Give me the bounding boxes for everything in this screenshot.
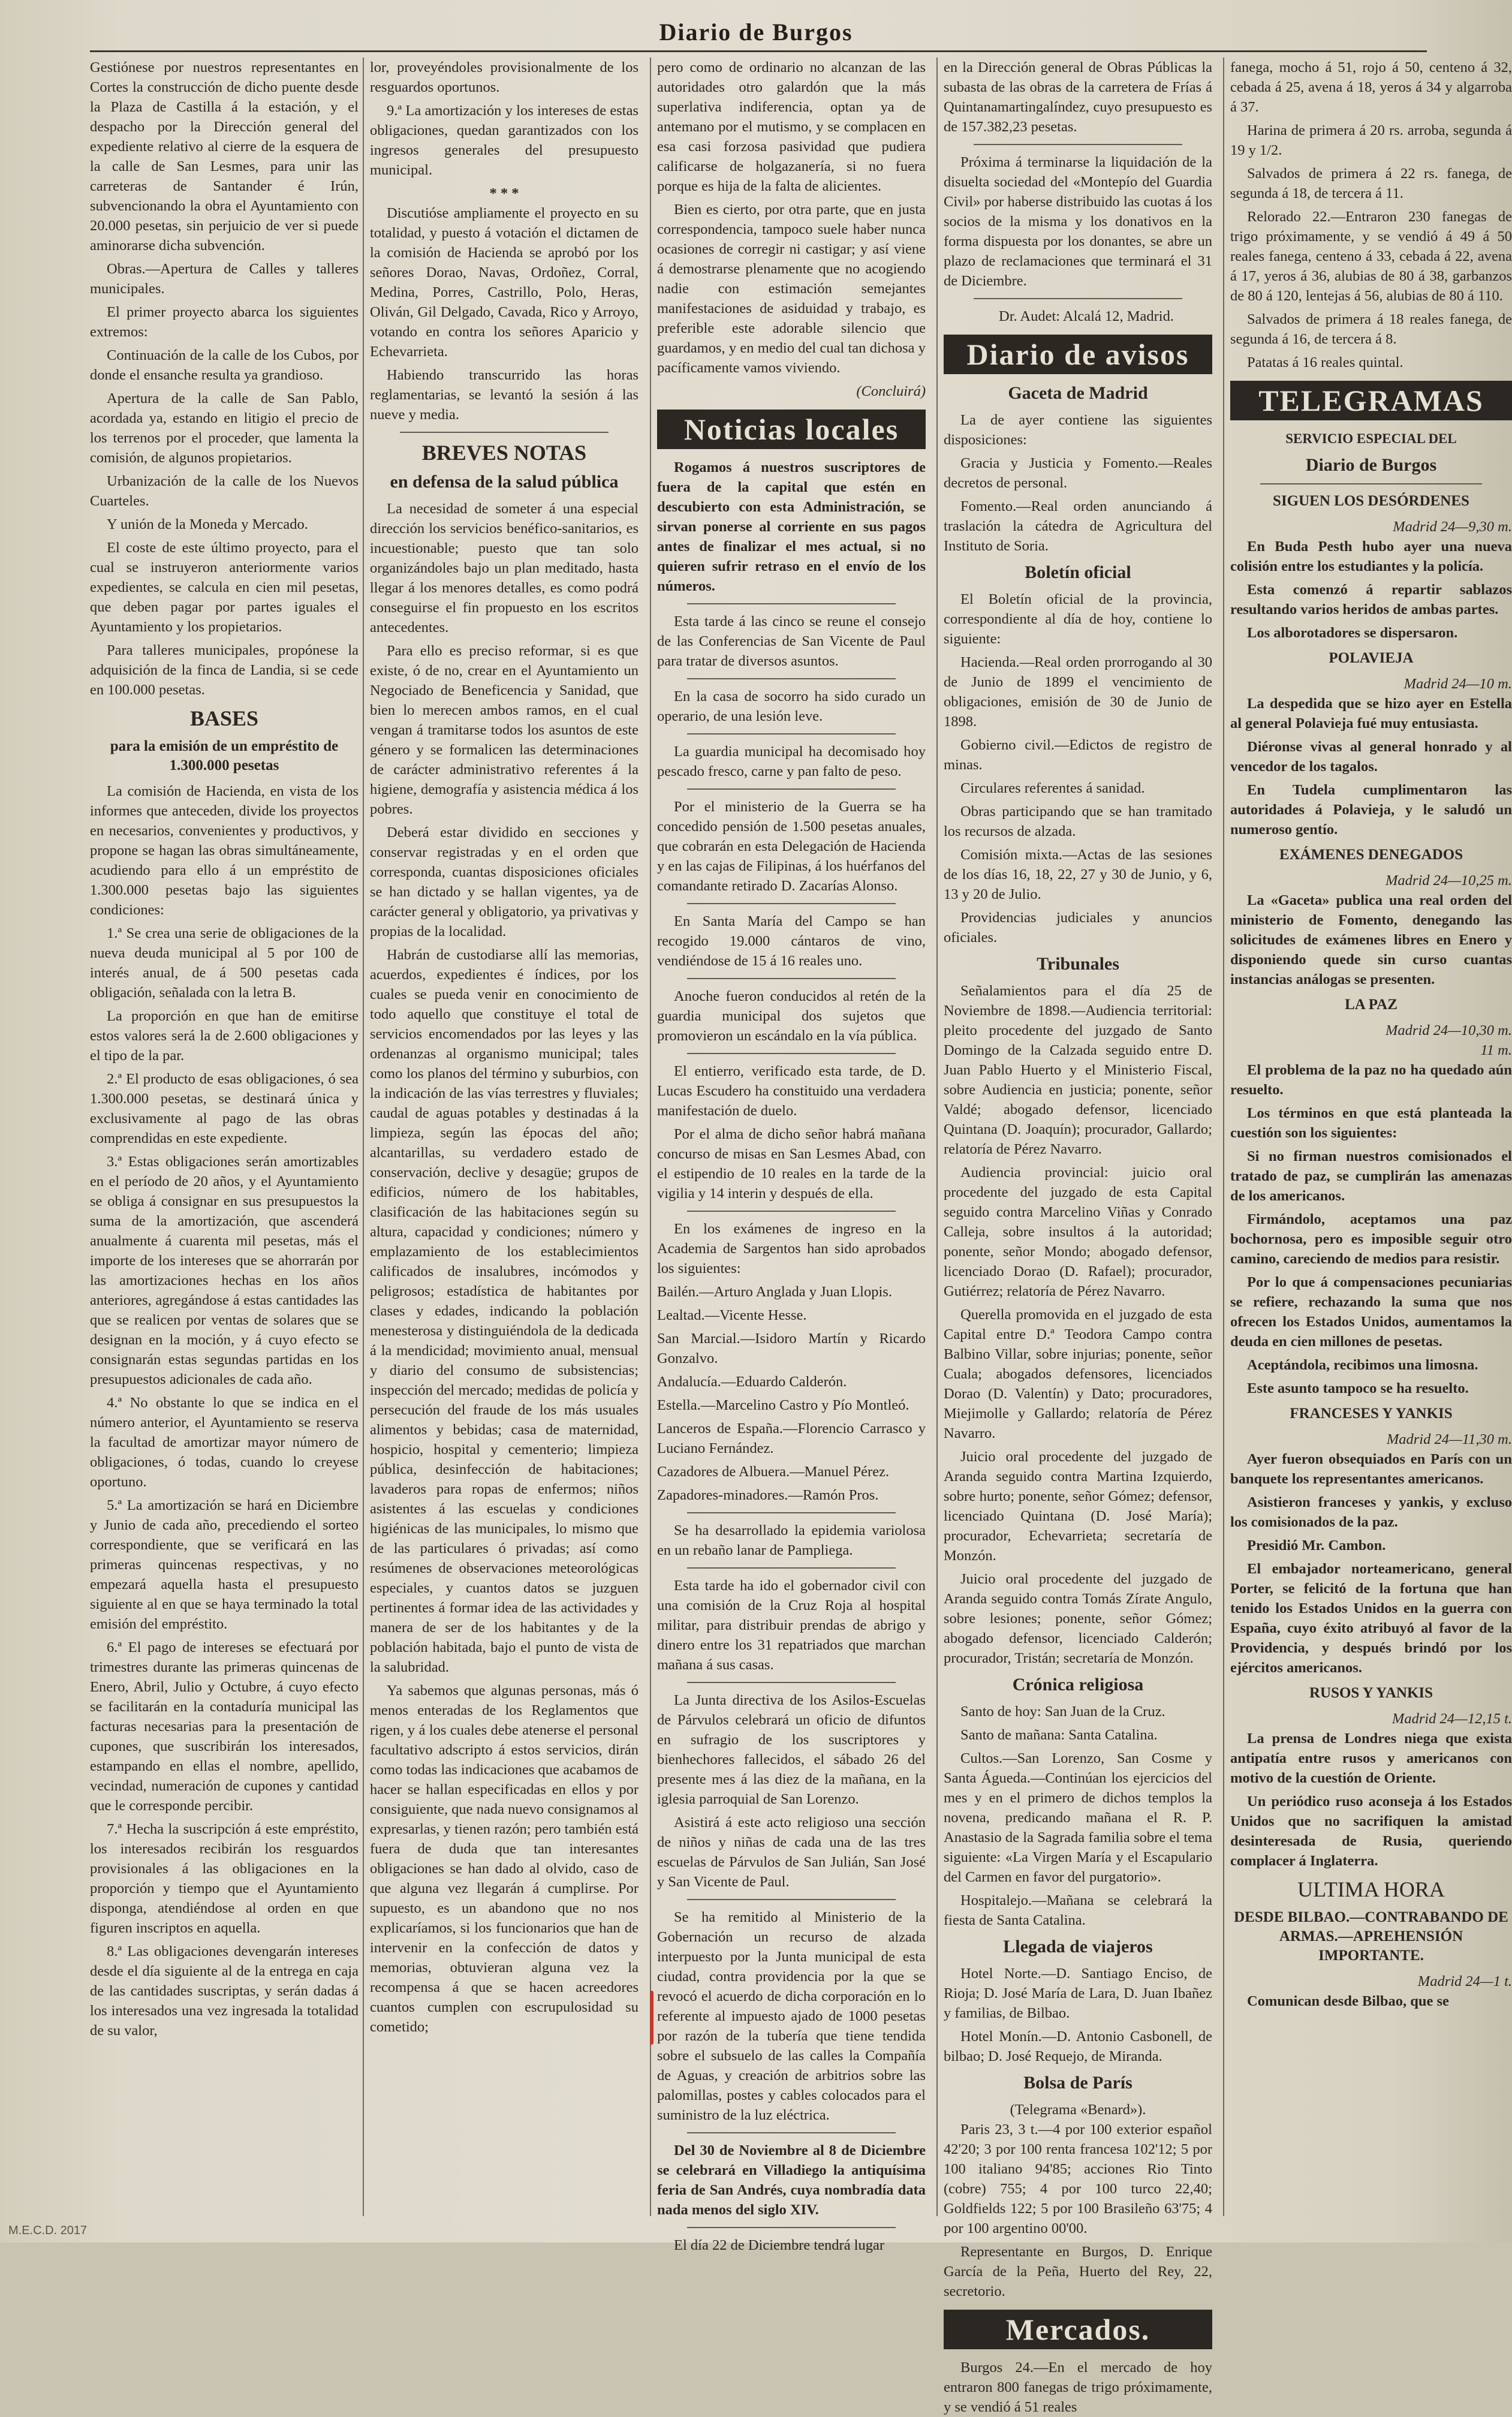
paragraph: en la Dirección general de Obras Públicas la subasta de las obras de la carretera de Frías á Quintanamartingalíndez, cuyo presupuesto es de 157.382,23 pesetas. <box>944 59 1212 135</box>
paragraph: Apertura de la calle de San Pablo, acordada ya, estando en litigio el precio de los terrenos por el proceder, que lamenta la comisión, de algunos propietarios. <box>90 390 359 466</box>
telegram-text: Ayer fueron obsequiados en París con un banquete los representantes americanos. <box>1230 1451 1512 1487</box>
list-item: Lanceros de España.—Florencio Carrasco y Luciano Fernández. <box>657 1420 926 1456</box>
paragraph: 3.ª Estas obligaciones serán amortizables en el período de 20 años, y el Ayuntamiento se obliga á consignar en sus presupuestos la suma de la amortización, que ascenderá anualmente á cuarenta mil pesetas, más el importe de los intereses que se ahorrarán por las amortizaciones hechas en los años anteriores, agregándose á estas cantidades las que se realicen por ventas de solares que se designan en la moción, y á cuyo efecto se consignarán estas segundas partidas en los presupuestos adicionales de cada año. <box>90 1154 359 1387</box>
column-5 <box>1230 58 1512 2216</box>
paragraph: Relorado 22.—Entraron 230 fanegas de trigo próximamente, y se vendió á 49 á 50 reales fanega, centeno á 33, cebada á 22, avena á 17, yeros á 36, alubias de 80 á 38, garbanzos de 80 á 120, lentejas á 56, alubias de 80 á 110. <box>1230 209 1512 304</box>
paragraph: Para talleres municipales, propónese la adquisición de la finca de Landia, si se cede en 100.000 pesetas. <box>90 642 359 698</box>
paragraph: Juicio oral procedente del juzgado de Aranda seguido contra Martina Izquierdo, sobre hurto; ponente, señor Gómez; defensor, licenciado Quintana (D. José María); procurador, Echevarrieta; secretaría de Monzón. <box>944 1449 1212 1564</box>
telegram-text: Los términos en que está planteada la cuestión son los siguientes: <box>1230 1105 1512 1141</box>
telegram-text: Un periódico ruso aconseja á los Estados Unidos que no sacrifiquen la amistad desinteresada de Rusia, queriendo complacer á Inglaterra. <box>1230 1793 1512 1869</box>
section-banner-mercados: Mercados. <box>944 2310 1212 2349</box>
telegram-text: Comunican desde Bilbao, que se <box>1247 1993 1449 2009</box>
news-item: Asistirá á este acto religioso una sección de niños y niñas de cada una de las tres escuelas de Párvulos de San Julián, San José y San Vicente de Paul. <box>657 1814 926 1890</box>
subsection-heading-gaceta: Gaceta de Madrid <box>1008 383 1148 403</box>
paragraph: pero como de ordinario no alcanzan de las autoridades otro galardón que la más superlativa indiferencia, optan ya de antemano por el mutismo, y se complacen en esa casi forzosa pasividad que pudiera calificarse de holgazanería, si no fuera porque es hija de la falta de alicientes. <box>657 59 926 194</box>
column-3 <box>657 58 926 2253</box>
telegram-heading: DESDE BILBAO.—CONTRABANDO DE ARMAS.—APREHENSIÓN IMPORTANTE. <box>1234 1909 1508 1964</box>
paragraph: Patatas á 16 reales quintal. <box>1247 354 1403 371</box>
article-subtitle: en defensa de la salud pública <box>390 472 619 492</box>
telegram-text: Firmándolo, aceptamos una paz bochornosa, pero es imposible seguir otro camino, careciendo de medios para resistir. <box>1230 1211 1512 1267</box>
telegram-heading: RUSOS Y YANKIS <box>1309 1685 1433 1701</box>
telegram-dateline: Madrid 24—11,30 m. <box>1386 1431 1512 1447</box>
paragraph: Urbanización de la calle de los Nuevos Cuarteles. <box>90 473 359 509</box>
paragraph: Próxima á terminarse la liquidación de la disuelta sociedad del «Montepío del Guardia Civil» por haberse distribuido las cuotas á los socios de la misma y los donativos en la forma dispuesta por los donantes, se abre un plazo de reclamaciones que terminará el 31 de Diciembre. <box>944 154 1212 289</box>
paragraph: La de ayer contiene las siguientes disposiciones: <box>944 412 1212 448</box>
paragraph: Fomento.—Real orden anunciando á traslación la cátedra de Agricultura del Instituto de Soria. <box>944 498 1212 554</box>
paragraph: La proporción en que han de emitirse estos valores será la de 2.600 obligaciones y el tipo de la par. <box>90 1008 359 1064</box>
telegram-text: Diéronse vivas al general honrado y al vencedor de los tagalos. <box>1230 739 1512 775</box>
telegram-dateline: Madrid 24—10 m. <box>1403 676 1512 692</box>
paragraph: Gracia y Justicia y Fomento.—Reales decretos de personal. <box>944 455 1212 491</box>
paragraph: Harina de primera á 20 rs. arroba, segunda á 19 y 1/2. <box>1230 122 1512 158</box>
paragraph: Hospitalejo.—Mañana se celebrará la fiesta de Santa Catalina. <box>944 1892 1212 1928</box>
asterism: * * * <box>489 185 519 201</box>
paragraph: Habrán de custodiarse allí las memorias, acuerdos, expedientes é índices, por los cuales se pueda venir en conocimiento de todo aquello que constituye el total de servicios encomendados por las leyes y las ordenanzas al organismo municipal; tales como los planos del término y suburbios, con la indicación de las vías terrestres y fluviales; caudal de aguas potables y destinadas á la limpieza, según las épocas del año; alcantarillas, su verdadero estado de conservación, declive y desagüe; grupos de edificios, número de los habitables, clasificación de las habitaciones según su altura, capacidad y condiciones; número y emplazamiento de los establecimientos calificados de insalubres, incómodos y peligrosos; estadística de habitantes por clases y edades, indicando la población menesterosa y distinguiéndola de la dedicada á la mendicidad; movimiento anual, mensual y diario del consumo de subsistencias; inspección del mercado; medidas de policía y persecución del fraude de los más usuales alimentos y bebidas; casa de maternidad, hospicio, hospital y cementerio; limpieza pública, desinfección de habitaciones; lavaderos para ropas de enfermos; niños asistentes á las escuelas y condiciones higiénicas de las municipales, lo mismo que de las particulares ó privadas; así como resúmenes de observaciones meteorológicas especiales, y cuantos datos se juzguen pertinentes á formar idea de las actividades y manera de ser de los habitantes y de la población habitada, bajo el punto de vista de la salubridad. <box>370 947 638 1675</box>
list-item: Estella.—Marcelino Castro y Pío Montleó. <box>657 1397 909 1413</box>
column-divider <box>1223 58 1224 2216</box>
telegram-text: La prensa de Londres niega que exista antipatía entre rusos y americanos con motivo de la cuestión de Oriente. <box>1230 1730 1512 1786</box>
separator <box>687 2132 896 2133</box>
paragraph: Cultos.—San Lorenzo, San Cosme y Santa Águeda.—Continúan los ejercicios del mes y en el primero de dichos templos la novena, predicando mañana el R. P. Anastasio de la Sagrada familia sobre el tema siguiente: «La Virgen María y el Escapulario del Carmen en favor del purgatorio». <box>944 1750 1212 1885</box>
paragraph: Circulares referentes á sanidad. <box>960 780 1145 796</box>
separator <box>687 788 896 790</box>
paragraph: La necesidad de someter á una especial dirección los servicios benéfico-sanitarios, es incuestionable; puesto que tan solo organizándoles bajo un plan meditado, hasta llegar á los menores detalles, es como podrá conseguirse el fin propuesto en los escritos antecedentes. <box>370 501 638 636</box>
paragraph: 9.ª La amortización y los intereses de estas obligaciones, quedan garantizados con los ingresos generales del presupuesto municipal. <box>370 103 638 178</box>
separator <box>1260 483 1482 484</box>
paragraph: Bien es cierto, por otra parte, que en justa correspondencia, tampoco suele haber nunca ocasiones de corregir ni castigar; y así viene á demostrarse plenamente que no acogiendo nadie con estimación semejantes manifestaciones de asiduidad y trabajo, es preferible este adorable silencio que guardamos, y en medio del cual tan dichosa y pacíficamente vamos viviendo. <box>657 201 926 376</box>
separator <box>687 733 896 735</box>
telegram-text: La «Gaceta» publica una real orden del ministerio de Fomento, denegando las solicitudes de exámenes libres en Enero y disponiendo quede sin curso cuantas instancias análogas se presenten. <box>1230 892 1512 988</box>
telegram-heading: LA PAZ <box>1345 997 1397 1013</box>
separator <box>687 903 896 904</box>
paragraph: lor, proveyéndoles provisionalmente de los resguardos oportunos. <box>370 59 638 95</box>
subsection-heading-bolsa: Bolsa de París <box>1023 2073 1133 2093</box>
separator <box>687 678 896 679</box>
column-divider <box>936 58 938 2216</box>
paragraph: Habiendo transcurrido las horas reglamentarias, se levantó la sesión á las nueve y media. <box>370 367 638 423</box>
paragraph: El primer proyecto abarca los siguientes extremos: <box>90 304 359 340</box>
telegram-text: Asistieron franceses y yankis, y excluso los comisionados de la paz. <box>1230 1494 1512 1530</box>
paragraph: Señalamientos para el día 25 de Noviembre de 1898.—Audiencia territorial: pleito procedente del juzgado de Santo Domingo de la Calzada seguido entre D. Juan Pablo Huerto y el Ministerio Fiscal, sobre Audiencia en justicia; ponente, señor Valdé; abogado defensor, licenciado Quintana (D. Joaquín); procurador, Gallardo; relatoría de Pérez Navarro. <box>944 983 1212 1157</box>
section-banner-noticias: Noticias locales <box>657 410 926 449</box>
separator <box>687 603 896 604</box>
paragraph: 8.ª Las obligaciones devengarán intereses desde el día siguiente al de la entrega en caja de las cantidades suscriptas, y serán dadas á los interesados una vez ingresada la totalidad de su valor, <box>90 1943 359 2039</box>
telegram-text: Si no firman nuestros comisionados el tratado de paz, se cumplirán las amenazas de los americanos. <box>1230 1148 1512 1204</box>
telegram-dateline: Madrid 24—10,30 m. <box>1386 1022 1512 1039</box>
telegram-text: En Buda Pesth hubo ayer una nueva colisión entre los estudiantes y la policía. <box>1230 538 1512 574</box>
telegram-dateline: Madrid 24—12,15 t. <box>1391 1711 1512 1727</box>
section-banner-avisos: Diario de avisos <box>944 335 1212 374</box>
archive-watermark: M.E.C.D. 2017 <box>8 2224 88 2237</box>
separator <box>974 298 1182 299</box>
telegram-text: En Tudela cumplimentaron las autoridades á Polavieja, y le saludó un numeroso gentío. <box>1230 782 1512 838</box>
list-item: Bailén.—Arturo Anglada y Juan Llopis. <box>657 1284 892 1300</box>
column-4 <box>944 58 1212 2415</box>
separator <box>687 1512 896 1513</box>
section-banner-telegramas: TELEGRAMAS <box>1230 381 1512 420</box>
paragraph: Hotel Norte.—D. Santiago Enciso, de Rioja; D. José María de Lara, D. Juan Ibañez y familias, de Bilbao. <box>944 1965 1212 2021</box>
paragraph: Salvados de primera á 22 rs. fanega, de segunda á 18, de tercera á 11. <box>1230 165 1512 201</box>
paragraph: Audiencia provincial: juicio oral procedente del juzgado de esta Capital seguido contra Marcelino Viñas y Conrado Calleja, sobre insultos á la autoridad; ponente, señor Mondo; abogado defensor, licenciado Dorao (D. Rafael); procurador, Gutiérrez; relatoría de Pérez Navarro. <box>944 1164 1212 1299</box>
paragraph: Salvados de primera á 18 reales fanega, de segunda á 16, de tercera á 8. <box>1230 311 1512 347</box>
paragraph: 4.ª No obstante lo que se indica en el número anterior, el Ayuntamiento se reserva la facultad de amortizar mayor número de obligaciones, ó todas, cuando lo creyese oportuno. <box>90 1395 359 1490</box>
section-heading-bases: BASES <box>189 706 259 730</box>
telegram-text: La despedida que se hizo ayer en Estella al general Polavieja fué muy entusiasta. <box>1230 696 1512 732</box>
news-item: Esta tarde ha ido el gobernador civil con una comisión de la Cruz Roja al hospital militar, para distribuir prendas de abrigo y dinero entre los 31 repatriados que marchan mañana á sus casas. <box>657 1578 926 1673</box>
paragraph: El coste de este último proyecto, para el cual se instruyeron anteriormente varios expedientes, se calcula en cien mil pesetas, que deben pagar por partes iguales el Ayuntamiento y los propietarios. <box>90 540 359 635</box>
paragraph: 1.ª Se crea una serie de obligaciones de la nueva deuda municipal al 5 por 100 de interés anual, de á 500 pesetas cada obligación, señalada con la letra B. <box>90 925 359 1001</box>
telegram-text: Por lo que á compensaciones pecuniarias se refiere, rechazando la suma que nos ofrecen los Estados Unidos, aumentamos la deuda en cien millones de pesetas. <box>1230 1274 1512 1350</box>
paragraph: 5.ª La amortización se hará en Diciembre y Junio de cada año, precediendo el sorteo correspondiente, que se verificará en las primeras quincenas respectivas, y no empezará aquella hasta el presupuesto siguiente al en que se haya terminado la total emisión del empréstito. <box>90 1497 359 1632</box>
top-rule <box>90 50 1427 52</box>
telegram-text: El problema de la paz no ha quedado aún resuelto. <box>1230 1062 1512 1098</box>
news-item: En Santa María del Campo se han recogido 19.000 cántaros de vino, vendiéndose de 15 á 16 reales uno. <box>657 913 926 969</box>
telegram-dateline: Madrid 24—1 t. <box>1417 1973 1512 1989</box>
subsection-subheading: (Telegrama «Benard»). <box>1010 2102 1146 2118</box>
telegram-text: Esta comenzó á repartir sablazos resultando varios heridos de ambas partes. <box>1230 582 1512 618</box>
paragraph: Paris 23, 3 t.—4 por 100 exterior español 42'20; 3 por 100 renta francesa 102'12; 5 por 100 italiano 94'85; acciones Rio Tinto (cobre) 755; 4 por 100 turco 22,40; Goldfields 122; 5 por 100 Brasileño 63'75; 4 por 100 argentino 00'00. <box>944 2121 1212 2237</box>
list-item: Cazadores de Albuera.—Manuel Pérez. <box>657 1464 890 1480</box>
paragraph: Gestiónese por nuestros representantes en Cortes la construcción de dicho puente desde la Plaza de Castilla á la estación, y el despacho por la Dirección general del expediente relativo al cierre de la esquera de la calle de San Lesmes, para unir las carreteras de Santander é Irún, subvencionando la obra el Ayuntamiento con 20.000 pesetas, sin perjuicio de ver si puede aminorarse dicha subvención. <box>90 59 359 254</box>
paragraph: fanega, mocho á 51, rojo á 50, centeno á 32, cebada á 25, avena á 18, yeros á 34 y algarroba á 37. <box>1230 59 1512 115</box>
paragraph: 7.ª Hecha la suscripción á este empréstito, los interesados recibirán los resguardos provisionales á las obligaciones en la proporción y tiempo que el Ayuntamiento disponga, atendiéndose al orden en que figuren inscriptos en aquella. <box>90 1821 359 1936</box>
news-item: Por el ministerio de la Guerra se ha concedido pensión de 1.500 pesetas anuales, que cobrarán en esta Delegación de Hacienda y en las cajas de Filipinas, á los huérfanos del comandante retirado D. Zacarías Alonso. <box>657 799 926 894</box>
column-2 <box>370 58 638 2216</box>
separator <box>687 1211 896 1212</box>
telegram-heading: FRANCESES Y YANKIS <box>1290 1405 1453 1422</box>
subsection-heading-viajeros: Llegada de viajeros <box>1003 1937 1153 1957</box>
news-item: Del 30 de Noviembre al 8 de Diciembre se celebrará en Villadiego la antiquísima feria de San Andrés, cuya nombradía data nada menos del siglo XIV. <box>657 2142 926 2218</box>
news-item: En los exámenes de ingreso en la Academia de Sargentos han sido aprobados los siguientes: <box>657 1221 926 1277</box>
news-item: La guardia municipal ha decomisado hoy pescado fresco, carne y pan falto de peso. <box>657 744 926 779</box>
telegram-text: El embajador norteamericano, general Porter, se felicitó de la fortuna que han tenido los Estados Unidos en la guerra con España, cuyo éxito atribuyó al favor de la Providencia, y después brindó por los ejércitos americanos. <box>1230 1561 1512 1676</box>
subsection-heading-boletin: Boletín oficial <box>1025 562 1131 582</box>
paragraph: Providencias judiciales y anuncios oficiales. <box>944 910 1212 946</box>
paragraph: Ya sabemos que algunas personas, más ó menos enteradas de los Reglamentos que rigen, y á los cuales debe atenerse el personal facultativo adscripto á estos servicios, dirán como todas las indicaciones que acabamos de hacer se hallan especificadas en ellos y por consiguiente, que nada nuevo consignamos al expresarlas, y tienen razón; pero también está fuera de duda que tan interesantes obligaciones se han dado al olvido, caso de que alguna vez llegarán á cumplirse. Por supuesto, es un abandono que no nos explicaríamos, si los funcionarios que han de intervenir en la confección de datos y memorias, obtuvieran alguna vez la recompensa á que se hacen acreedores cuantos cumplen con escrupulosidad su cometido; <box>370 1682 638 2035</box>
paragraph: Comisión mixta.—Actas de las sesiones de los días 16, 18, 22, 27 y 30 de Junio, y 6, 13 y 20 de Julio. <box>944 847 1212 902</box>
separator <box>687 1567 896 1569</box>
service-label: SERVICIO ESPECIAL DEL <box>1285 431 1457 446</box>
list-item: San Marcial.—Isidoro Martín y Ricardo Gonzalvo. <box>657 1331 926 1366</box>
telegram-heading: EXÁMENES DENEGADOS <box>1279 847 1463 863</box>
subsection-heading-tribunales: Tribunales <box>1037 954 1119 974</box>
news-item: El entierro, verificado esta tarde, de D. Lucas Escudero ha constituido una verdadera manifestación de duelo. <box>657 1063 926 1119</box>
service-paper-name: Diario de Burgos <box>1305 455 1437 475</box>
column-divider <box>650 58 651 2216</box>
late-news-heading: ULTIMA HORA <box>1297 1877 1445 1901</box>
paragraph: El Boletín oficial de la provincia, correspondiente al día de hoy, contiene lo siguiente: <box>944 591 1212 647</box>
separator <box>400 432 609 433</box>
telegram-heading: POLAVIEJA <box>1329 650 1414 666</box>
list-item: Andalucía.—Eduardo Calderón. <box>657 1374 847 1390</box>
continued-note: (Concluirá) <box>856 383 926 399</box>
news-item: Por el alma de dicho señor habrá mañana concurso de misas en San Lesmes Abad, con el estipendio de 10 reales en la tarde de la vigilia y 14 interin y después de ella. <box>657 1126 926 1202</box>
telegram-text: Aceptándola, recibimos una limosna. <box>1247 1357 1478 1373</box>
paragraph: Discutióse ampliamente el proyecto en su totalidad, y puesto á votación el dictamen de la comisión de Hacienda se aprobó por los señores Dorao, Navas, Ordoñez, Corral, Medina, Porres, Castrillo, Polo, Heras, Oliván, Gil Delgado, Cavada, Rico y Arroyo, votando en contra los señores Aparicio y Echevarrieta. <box>370 205 638 360</box>
telegram-text: Los alborotadores se dispersaron. <box>1247 625 1458 641</box>
paragraph: Burgos 24.—En el mercado de hoy entraron 800 fanegas de trigo próximamente, y se vendió á 51 reales <box>944 2359 1212 2415</box>
column-divider <box>363 58 364 2216</box>
news-item: En la casa de socorro ha sido curado un operario, de una lesión leve. <box>657 688 926 724</box>
subscriber-notice: Rogamos á nuestros suscriptores de fuera de la capital que estén en descubierto con esta Administración, se sirvan ponerse al corriente en sus pagos antes de finalizar el mes actual, si no quieren sufrir retraso en el envío de los números. <box>657 459 926 594</box>
column-1 <box>90 58 359 2216</box>
news-item: La Junta directiva de los Asilos-Escuelas de Párvulos celebrará un oficio de difuntos en sufragio de los suscriptores y bienhechores fallecidos, el sábado 26 del presente mes á las diez de la mañana, en la iglesia parroquial de San Lorenzo. <box>657 1692 926 1807</box>
paragraph: Obras.—Apertura de Calles y talleres municipales. <box>90 261 359 297</box>
paragraph: Representante en Burgos, D. Enrique García de la Peña, Huerto del Rey, 22, secretorio. <box>944 2244 1212 2299</box>
telegram-dateline: 11 m. <box>1480 1042 1512 1058</box>
list-item: Zapadores-minadores.—Ramón Pros. <box>657 1487 879 1503</box>
subsection-heading-cronica: Crónica religiosa <box>1012 1675 1144 1694</box>
paragraph: 6.ª El pago de intereses se efectuará por trimestres durante las primeras quincenas de Enero, Abril, Julio y Octubre, á cuyo efecto se facilitarán en la contaduría municipal las facturas necesarias para la presentación de cupones, que suscribirán los interesados, estampando en ellas el nombre, apellido, vecindad, numeración de cupones y cantidad que le corresponde percibir. <box>90 1639 359 1814</box>
separator <box>687 2227 896 2228</box>
masthead: Diario de Burgos <box>659 19 853 46</box>
separator <box>687 978 896 979</box>
separator <box>687 1899 896 1900</box>
telegram-heading: SIGUEN LOS DESÓRDENES <box>1273 493 1469 509</box>
telegram-text: Este asunto tampoco se ha resuelto. <box>1247 1380 1469 1396</box>
paragraph: Y unión de la Moneda y Mercado. <box>107 516 308 532</box>
separator <box>687 1053 896 1054</box>
paragraph: Juicio oral procedente del juzgado de Aranda seguido contra Tomás Zírate Angulo, sobre lesiones; ponente, señor Gómez; abogado defensor, licenciado Calderón; procurador, Tristán; secretaría de Monzón. <box>944 1571 1212 1666</box>
advertisement-line: Dr. Audet: Alcalá 12, Madrid. <box>999 308 1174 324</box>
paragraph: Deberá estar dividido en secciones y conservar registradas y en el orden que corresponda, cuantas disposiciones oficiales se han dictado y se hallan vigentes, ya de carácter general y obligatorio, ya privativas y propias de la localidad. <box>370 824 638 940</box>
news-item: Se ha desarrollado la epidemia variolosa en un rebaño lanar de Pampliega. <box>657 1522 926 1558</box>
paragraph: Santo de hoy: San Juan de la Cruz. <box>960 1703 1165 1720</box>
separator <box>687 1682 896 1683</box>
section-subheading: para la emisión de un empréstito de 1.300.000 pesetas <box>110 738 339 773</box>
news-item: El día 22 de Diciembre tendrá lugar <box>674 2237 885 2253</box>
news-item: Esta tarde á las cinco se reune el consejo de las Conferencias de San Vicente de Paul para tratar de diversos asuntos. <box>657 613 926 669</box>
paragraph: Hacienda.—Real orden prorrogando al 30 de Junio de 1899 el vencimiento de obligaciones, emisión de 30 de Junio de 1898. <box>944 654 1212 730</box>
paragraph: Querella promovida en el juzgado de esta Capital entre D.ª Teodora Campo contra Balbino Villar, sobre injurias; ponente, señor Cuala; abogados defensores, licenciados Dorao (D. Valentín) y Dato; procuradores, Miejimolle y Gallardo; relatoría de Pérez Navarro. <box>944 1307 1212 1441</box>
paragraph: Gobierno civil.—Edictos de registro de minas. <box>944 737 1212 773</box>
news-item: Se ha remitido al Ministerio de la Gobernación un recurso de alzada interpuesto por la Junta municipal de esta ciudad, contra providencia por la que se revocó el acuerdo de dicha corporación en lo referente al impuesto ajado de 1000 pesetas por razón de la tubería que tiene tendida sobre el subsuelo de las calles la Compañía de Aguas, y creación de arbitrios sobre las palomillas, postes y cables colocados para el suministro de la luz eléctrica. <box>657 1909 926 2123</box>
telegram-text: Presidió Mr. Cambon. <box>1247 1537 1386 1554</box>
separator <box>974 144 1182 145</box>
paragraph: Continuación de la calle de los Cubos, por donde el ensanche resulta ya grandioso. <box>90 347 359 383</box>
list-item: Lealtad.—Vicente Hesse. <box>657 1307 807 1323</box>
news-item: Anoche fueron conducidos al retén de la guardia municipal dos sujetos que promovieron un escándalo en la vía pública. <box>657 988 926 1044</box>
paragraph: 2.ª El producto de esas obligaciones, ó sea 1.300.000 pesetas, se destinará única y exclusivamente al pago de las obras comprendidas en este expediente. <box>90 1071 359 1146</box>
paragraph: Hotel Monín.—D. Antonio Casbonell, de bilbao; D. José Requejo, de Miranda. <box>944 2028 1212 2064</box>
telegram-dateline: Madrid 24—9,30 m. <box>1393 519 1512 535</box>
paragraph: Para ello es preciso reformar, si es que existe, ó de no, crear en el Ayuntamiento un Negociado de Beneficencia y Sanidad, que bien lo merecen ambos ramos, en el cual vengan á tramitarse todos los asuntos de este género y se formalicen las determinaciones de carácter administrativo referentes á la higiene, demografía y asistencia médica á los pobres. <box>370 643 638 817</box>
paragraph: Santo de mañana: Santa Catalina. <box>960 1727 1158 1743</box>
paragraph: La comisión de Hacienda, en vista de los informes que anteceden, divide los proyectos en necesarios, convenientes y productivos, y propone se hagan las obras simultáneamente, acudiendo para ello á un empréstito de 1.300.000 pesetas bajo las siguientes condiciones: <box>90 783 359 918</box>
telegram-dateline: Madrid 24—10,25 m. <box>1386 872 1512 889</box>
pencil-mark <box>650 1991 653 2045</box>
paragraph: Obras participando que se han tramitado los recursos de alzada. <box>944 803 1212 839</box>
article-title: BREVES NOTAS <box>421 441 587 465</box>
